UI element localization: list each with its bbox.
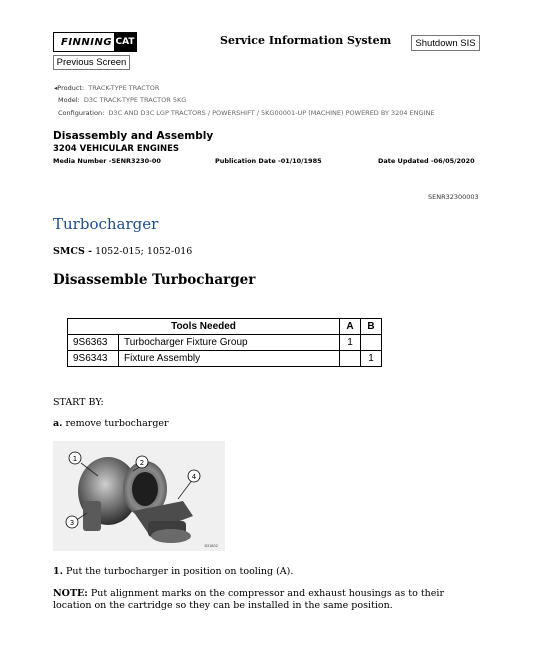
- date-updated: Date Updated -06/05/2020: [378, 157, 475, 165]
- procedure-heading: Disassemble Turbocharger: [53, 272, 256, 288]
- tool-qty-a: [340, 351, 361, 367]
- callout-3-label: 3: [69, 519, 75, 527]
- product-value: TRACK-TYPE TRACTOR: [88, 84, 160, 92]
- config-label: Configuration:: [58, 109, 105, 117]
- smcs-label: SMCS -: [53, 246, 93, 257]
- cat-badge: CAT: [114, 33, 136, 51]
- tool-part-number: 9S6363: [68, 335, 119, 351]
- smcs-value: 1052-015; 1052-016: [95, 246, 193, 257]
- app-title: Service Information System: [220, 34, 392, 47]
- left-arrow-icon: ◂: [54, 84, 58, 92]
- product-label: Product:: [57, 84, 85, 92]
- section-title: Disassembly and Assembly: [53, 130, 214, 142]
- step-1-text: Put the turbocharger in position on tooling (A).: [65, 566, 294, 577]
- section-subtitle: 3204 VEHICULAR ENGINES: [53, 144, 180, 154]
- callout-4-label: 4: [191, 473, 197, 481]
- configuration-line: [58, 109, 435, 117]
- callout-1-label: 1: [72, 455, 78, 463]
- model-value: D3C TRACK-TYPE TRACTOR 5KG: [83, 96, 187, 104]
- table-header-row: [68, 319, 382, 335]
- smcs-line: [53, 246, 192, 257]
- table-row: [68, 335, 382, 351]
- start-by-label: START BY:: [53, 397, 104, 408]
- shutdown-sis-button[interactable]: Shutdown SIS: [411, 35, 480, 51]
- tool-qty-a: 1: [340, 335, 361, 351]
- logo-text: FINNING: [61, 36, 113, 48]
- start-by-step: [53, 418, 169, 429]
- table-header-tools: Tools Needed: [68, 319, 340, 335]
- config-value: D3C AND D3C LGP TRACTORS / POWERSHIFT / 5KG00001-UP (MACHINE) POWERED BY 3204 ENGINE: [108, 109, 435, 117]
- callout-2-label: 2: [139, 459, 145, 467]
- figure-caption-code: B31802: [204, 544, 218, 548]
- document-id: SENR32300003: [428, 193, 479, 201]
- table-row: [68, 351, 382, 367]
- step-a-label: a.: [53, 418, 63, 429]
- tool-qty-b: 1: [361, 351, 382, 367]
- previous-screen-button[interactable]: Previous Screen: [53, 55, 130, 70]
- turbocharger-photo: [53, 441, 225, 551]
- step-1: [53, 566, 293, 577]
- publication-date: Publication Date -01/10/1985: [215, 157, 322, 165]
- tool-part-number: 9S6343: [68, 351, 119, 367]
- tools-needed-table: [67, 318, 382, 367]
- tool-qty-b: [361, 335, 382, 351]
- media-number: Media Number -SENR3230-00: [53, 157, 161, 165]
- step-1-label: 1.: [53, 566, 63, 577]
- note-paragraph: [53, 588, 478, 612]
- table-header-b: B: [361, 319, 382, 335]
- product-line: [54, 84, 159, 92]
- note-label: NOTE:: [53, 588, 88, 599]
- tool-name: Fixture Assembly: [119, 351, 340, 367]
- tool-name: Turbocharger Fixture Group: [119, 335, 340, 351]
- model-label: Model:: [58, 96, 80, 104]
- note-text: Put alignment marks on the compressor and exhaust housings as to their location on the cartridge so they can be installed in the same position.: [53, 588, 445, 611]
- model-line: [58, 96, 186, 104]
- table-header-a: A: [340, 319, 361, 335]
- finning-cat-logo: [53, 32, 137, 52]
- turbocharger-illustration: [53, 441, 225, 551]
- page-heading: Turbocharger: [53, 215, 159, 233]
- step-a-text: remove turbocharger: [65, 418, 169, 429]
